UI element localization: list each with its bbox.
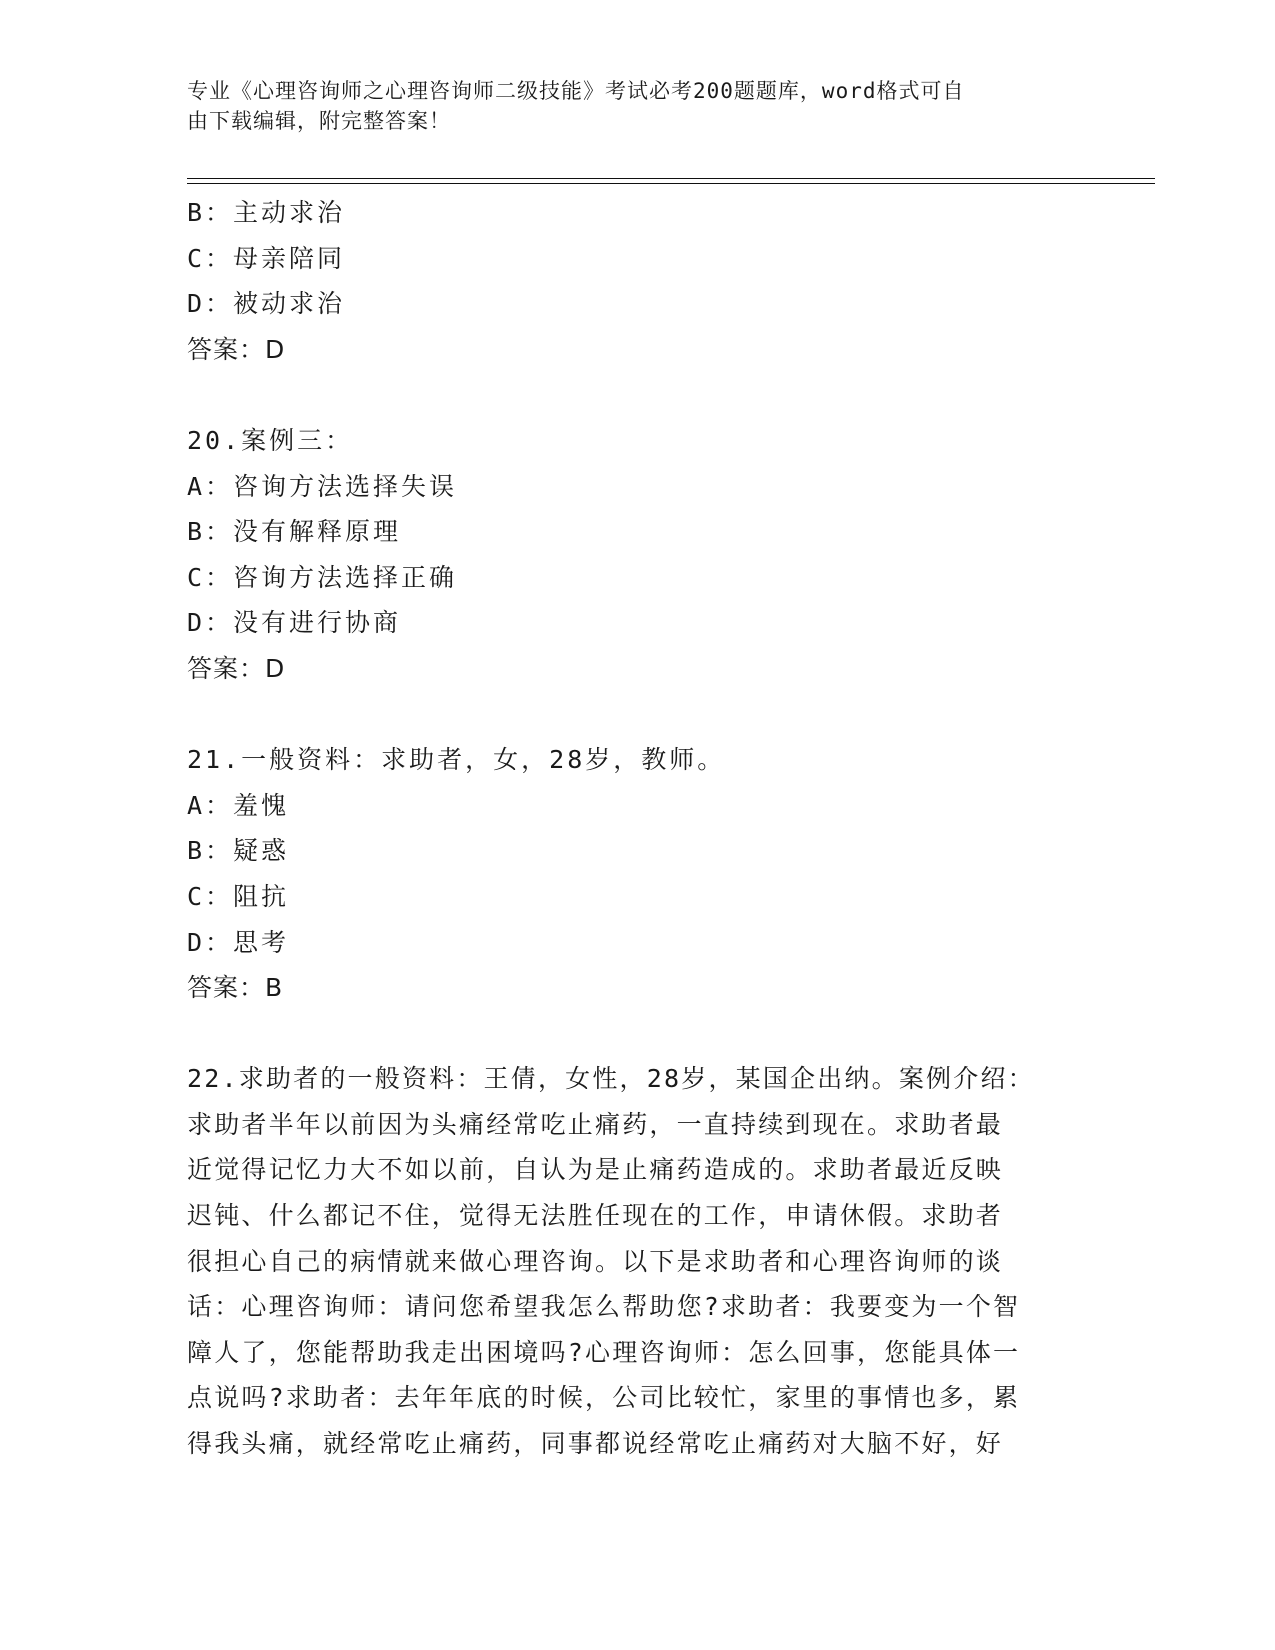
q21-answer: 答案：B bbox=[187, 973, 284, 1003]
q22-text-line: 迟钝、什么都记不住，觉得无法胜任现在的工作，申请休假。求助者 bbox=[187, 1201, 1004, 1231]
question-content bbox=[187, 190, 1067, 1467]
q22-text-line: 很担心自己的病情就来做心理咨询。以下是求助者和心理咨询师的谈 bbox=[187, 1246, 1004, 1276]
q20-option-b: B：没有解释原理 bbox=[187, 517, 402, 547]
q22-text-line: 障人了，您能帮助我走出困境吗?心理咨询师：怎么回事，您能具体一 bbox=[187, 1337, 1021, 1367]
q21-option-a: A：羞愧 bbox=[187, 790, 290, 820]
q22-text-line: 得我头痛，就经常吃止痛药，同事都说经常吃止痛药对大脑不好，好 bbox=[187, 1429, 1004, 1459]
q21-stem: 21.一般资料：求助者，女，28岁，教师。 bbox=[187, 745, 726, 775]
q20-option-d: D：没有进行协商 bbox=[187, 608, 402, 638]
q19-option-c: C：母亲陪同 bbox=[187, 243, 346, 273]
q19-option-d: D：被动求治 bbox=[187, 289, 346, 319]
q20-stem: 20.案例三： bbox=[187, 425, 354, 455]
q21-option-d: D：思考 bbox=[187, 927, 290, 957]
q21-option-c: C：阻抗 bbox=[187, 881, 290, 911]
header-divider-bottom bbox=[187, 183, 1155, 184]
q20-option-a: A：咨询方法选择失误 bbox=[187, 471, 458, 501]
q22-text-line: 近觉得记忆力大不如以前，自认为是止痛药造成的。求助者最近反映 bbox=[187, 1155, 1004, 1185]
spacer bbox=[187, 372, 1067, 418]
q22-text-line: 点说吗?求助者：去年年底的时候，公司比较忙，家里的事情也多，累 bbox=[187, 1383, 1021, 1413]
q21-option-b: B：疑惑 bbox=[187, 836, 290, 866]
spacer bbox=[187, 1011, 1067, 1057]
q20-answer: 答案：D bbox=[187, 653, 286, 683]
q22-text-line: 求助者半年以前因为头痛经常吃止痛药，一直持续到现在。求助者最 bbox=[187, 1109, 1004, 1139]
q22-text-line: 话：心理咨询师：请问您希望我怎么帮助您?求助者：我要变为一个智 bbox=[187, 1292, 1021, 1322]
q19-answer: 答案：D bbox=[187, 334, 286, 364]
header-divider-top bbox=[187, 178, 1155, 179]
q19-option-b: B：主动求治 bbox=[187, 198, 346, 227]
q20-option-c: C：咨询方法选择正确 bbox=[187, 562, 458, 592]
header-line-2: 由下载编辑，附完整答案！ bbox=[187, 109, 451, 133]
header-line-1: 专业《心理咨询师之心理咨询师二级技能》考试必考200题题库，word格式可自 bbox=[187, 79, 965, 103]
q22-text-line: 22.求助者的一般资料：王倩，女性，28岁，某国企出纳。案例介绍： bbox=[187, 1064, 1035, 1094]
spacer bbox=[187, 692, 1067, 738]
document-header bbox=[187, 76, 1067, 136]
